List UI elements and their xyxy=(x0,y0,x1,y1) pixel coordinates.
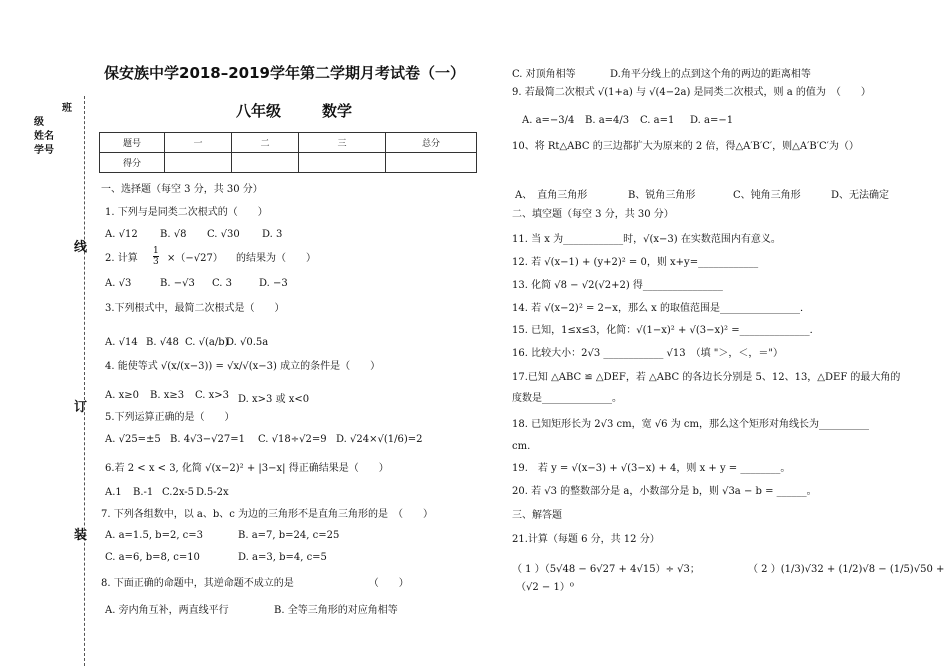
q2-option-c: C. 3 xyxy=(212,278,233,289)
exam-title: 保安族中学2018–2019学年第二学期月考试卷（一） xyxy=(104,64,465,82)
q5-option-a: A. √25=±5 xyxy=(105,434,161,445)
question-2-middle: ×（−√27） xyxy=(167,253,223,264)
question-4: 4. 能使等式 √(x/(x−3)) = √x/√(x−3) 成立的条件是（ ） xyxy=(105,361,381,372)
question-14: 14. 若 √(x−2)² = 2−x，那么 x 的取值范围是________________． xyxy=(512,303,810,314)
q7-option-a: A. a=1.5, b=2, c=3 xyxy=(105,530,204,541)
question-11: 11. 当 x 为____________时，√(x−3) 在实数范围内有意义。 xyxy=(512,234,781,245)
class-label: 班 xyxy=(62,103,72,114)
q6-option-c: C.2x-5 xyxy=(162,487,195,498)
q7-option-c: C. a=6, b=8, c=10 xyxy=(105,552,200,563)
q9-option-c: C. a=1 xyxy=(640,115,675,126)
q5-option-b: B. 4√3−√27=1 xyxy=(170,434,246,445)
question-10: 10、将 Rt△ABC 的三边都扩大为原来的 2 倍，得△A′B′C′，则△A′B′C′为（） xyxy=(512,141,859,152)
binding-mark-ding: 订 xyxy=(74,400,88,415)
question-5: 5.下列运算正确的是（ ） xyxy=(105,412,235,423)
q9-option-d: D. a=−1 xyxy=(690,115,734,126)
subject-title: 数学 xyxy=(322,102,353,120)
question-2-start: 2. 计算 xyxy=(105,253,138,264)
question-21: 21.计算（每题 6 分，共 12 分） xyxy=(512,534,660,545)
question-9: 9. 若最简二次根式 √(1+a) 与 √(4−2a) 是同类二次根式，则 a 的值为 （ ） xyxy=(512,87,871,98)
grade-title: 八年级 xyxy=(236,102,282,120)
student-id-label: 学号 xyxy=(34,145,54,156)
score-row-label: 得分 xyxy=(100,153,165,173)
question-17-line2: 度数是______________。 xyxy=(512,393,622,404)
question-1: 1. 下列与是同类二次根式的（ ） xyxy=(105,207,268,218)
binding-mark-line: 线 xyxy=(74,240,88,255)
question-18-line2: cm. xyxy=(512,441,531,452)
q1-option-a: A. √12 xyxy=(105,229,138,240)
q4-option-c: C. x>3 xyxy=(195,390,230,401)
q1-option-c: C. √30 xyxy=(207,229,240,240)
q8-option-a: A. 旁内角互补，两直线平行 xyxy=(105,605,229,616)
q10-option-d: D、无法确定 xyxy=(831,190,890,201)
question-8: 8. 下面正确的命题中，其逆命题不成立的是 （ ） xyxy=(101,578,409,589)
section-2-heading: 二、填空题（每空 3 分，共 30 分） xyxy=(512,209,674,220)
score-cell[interactable] xyxy=(386,153,477,173)
question-6: 6.若 2 < x < 3, 化简 √(x−2)² + |3−x| 得正确结果是（ ） xyxy=(105,463,389,474)
q6-option-b: B.-1 xyxy=(133,487,154,498)
q4-option-d: D. x>3 或 x<0 xyxy=(238,394,310,405)
score-cell[interactable] xyxy=(165,153,232,173)
q2-option-a: A. √3 xyxy=(105,278,132,289)
question-3: 3.下列根式中，最简二次根式是（ ） xyxy=(105,303,285,314)
score-cell[interactable] xyxy=(232,153,299,173)
question-2-end: 的结果为（ ） xyxy=(236,253,316,264)
question-15: 15. 已知，1≤x≤3，化简：√(1−x)² + √(3−x)² =______________． xyxy=(512,325,820,336)
q8-option-c: C. 对顶角相等 xyxy=(512,69,576,80)
score-cell[interactable] xyxy=(299,153,386,173)
q7-option-d: D. a=3, b=4, c=5 xyxy=(238,552,327,563)
question-17-line1: 17.已知 △ABC ≌ △DEF，若 △ABC 的各边长分别是 5、12、13，△DEF 的最大角的 xyxy=(512,372,901,383)
question-21-part2: （ 2 ）(1/3)√32 + (1/2)√8 − (1/5)√50 + xyxy=(748,564,945,575)
q3-option-b: B. √48 xyxy=(146,337,179,348)
q10-option-a: A、 直角三角形 xyxy=(515,190,588,201)
q4-option-b: B. x≥3 xyxy=(150,390,185,401)
question-16: 16. 比较大小：2√3 ____________ √13 （填 "＞，＜，＝"） xyxy=(512,348,784,359)
grade-label: 级 xyxy=(34,117,44,128)
q7-option-b: B. a=7, b=24, c=25 xyxy=(238,530,340,541)
q9-option-a: A. a=−3/4 xyxy=(522,115,575,126)
score-header-cell: 三 xyxy=(299,133,386,153)
question-13: 13. 化简 √8 − √2(√2+2) 得________________ xyxy=(512,280,723,291)
q3-option-d: D. √0.5a xyxy=(226,337,269,348)
q6-option-d: D.5-2x xyxy=(196,487,229,498)
q5-option-d: D. √24×√(1/6)=2 xyxy=(336,434,423,445)
q9-option-b: B. a=4/3 xyxy=(585,115,630,126)
q2-fraction: $\frac{1}{3}$ xyxy=(153,246,159,267)
score-header-cell: 总分 xyxy=(386,133,477,153)
question-20: 20. 若 √3 的整数部分是 a，小数部分是 b，则 √3a − b = ______。 xyxy=(512,486,817,497)
score-table xyxy=(99,132,477,173)
q4-option-a: A. x≥0 xyxy=(105,390,139,401)
binding-line xyxy=(84,96,85,666)
question-19: 19. 若 y = √(x−3) + √(3−x) + 4，则 x + y = ________。 xyxy=(512,463,791,474)
question-12: 12. 若 √(x−1) + (y+2)² = 0，则 x+y=____________ xyxy=(512,257,759,268)
q2-option-d: D. −3 xyxy=(259,278,288,289)
score-header-cell: 一 xyxy=(165,133,232,153)
score-header-cell: 二 xyxy=(232,133,299,153)
q1-option-b: B. √8 xyxy=(160,229,187,240)
q8-option-d: D.角平分线上的点到这个角的两边的距离相等 xyxy=(610,69,811,80)
q3-option-c: C. √(a/b) xyxy=(185,337,229,348)
q2-option-b: B. −√3 xyxy=(160,278,195,289)
question-18-line1: 18. 已知矩形长为 2√3 cm，宽 √6 为 cm，那么这个矩形对角线长为__________ xyxy=(512,419,869,430)
q10-option-b: B、锐角三角形 xyxy=(628,190,696,201)
section-1-heading: 一、选择题（每空 3 分，共 30 分） xyxy=(101,184,263,195)
question-21-part2-cont: （√2 − 1）⁰ xyxy=(516,582,574,593)
q6-option-a: A.1 xyxy=(105,487,122,498)
question-21-part1: （ 1 ）（5√48 − 6√27 + 4√15）÷ √3； xyxy=(512,564,700,575)
name-label: 姓名 xyxy=(34,131,54,142)
q8-option-b: B. 全等三角形的对应角相等 xyxy=(274,605,398,616)
binding-mark-zhuang: 装 xyxy=(74,528,88,543)
score-header-cell: 题号 xyxy=(100,133,165,153)
q5-option-c: C. √18÷√2=9 xyxy=(258,434,327,445)
q1-option-d: D. 3 xyxy=(262,229,283,240)
question-7: 7. 下列各组数中，以 a、b、c 为边的三角形不是直角三角形的是 （ ） xyxy=(101,509,434,520)
q3-option-a: A. √14 xyxy=(105,337,138,348)
q10-option-c: C、钝角三角形 xyxy=(733,190,801,201)
section-3-heading: 三、解答题 xyxy=(512,510,562,521)
